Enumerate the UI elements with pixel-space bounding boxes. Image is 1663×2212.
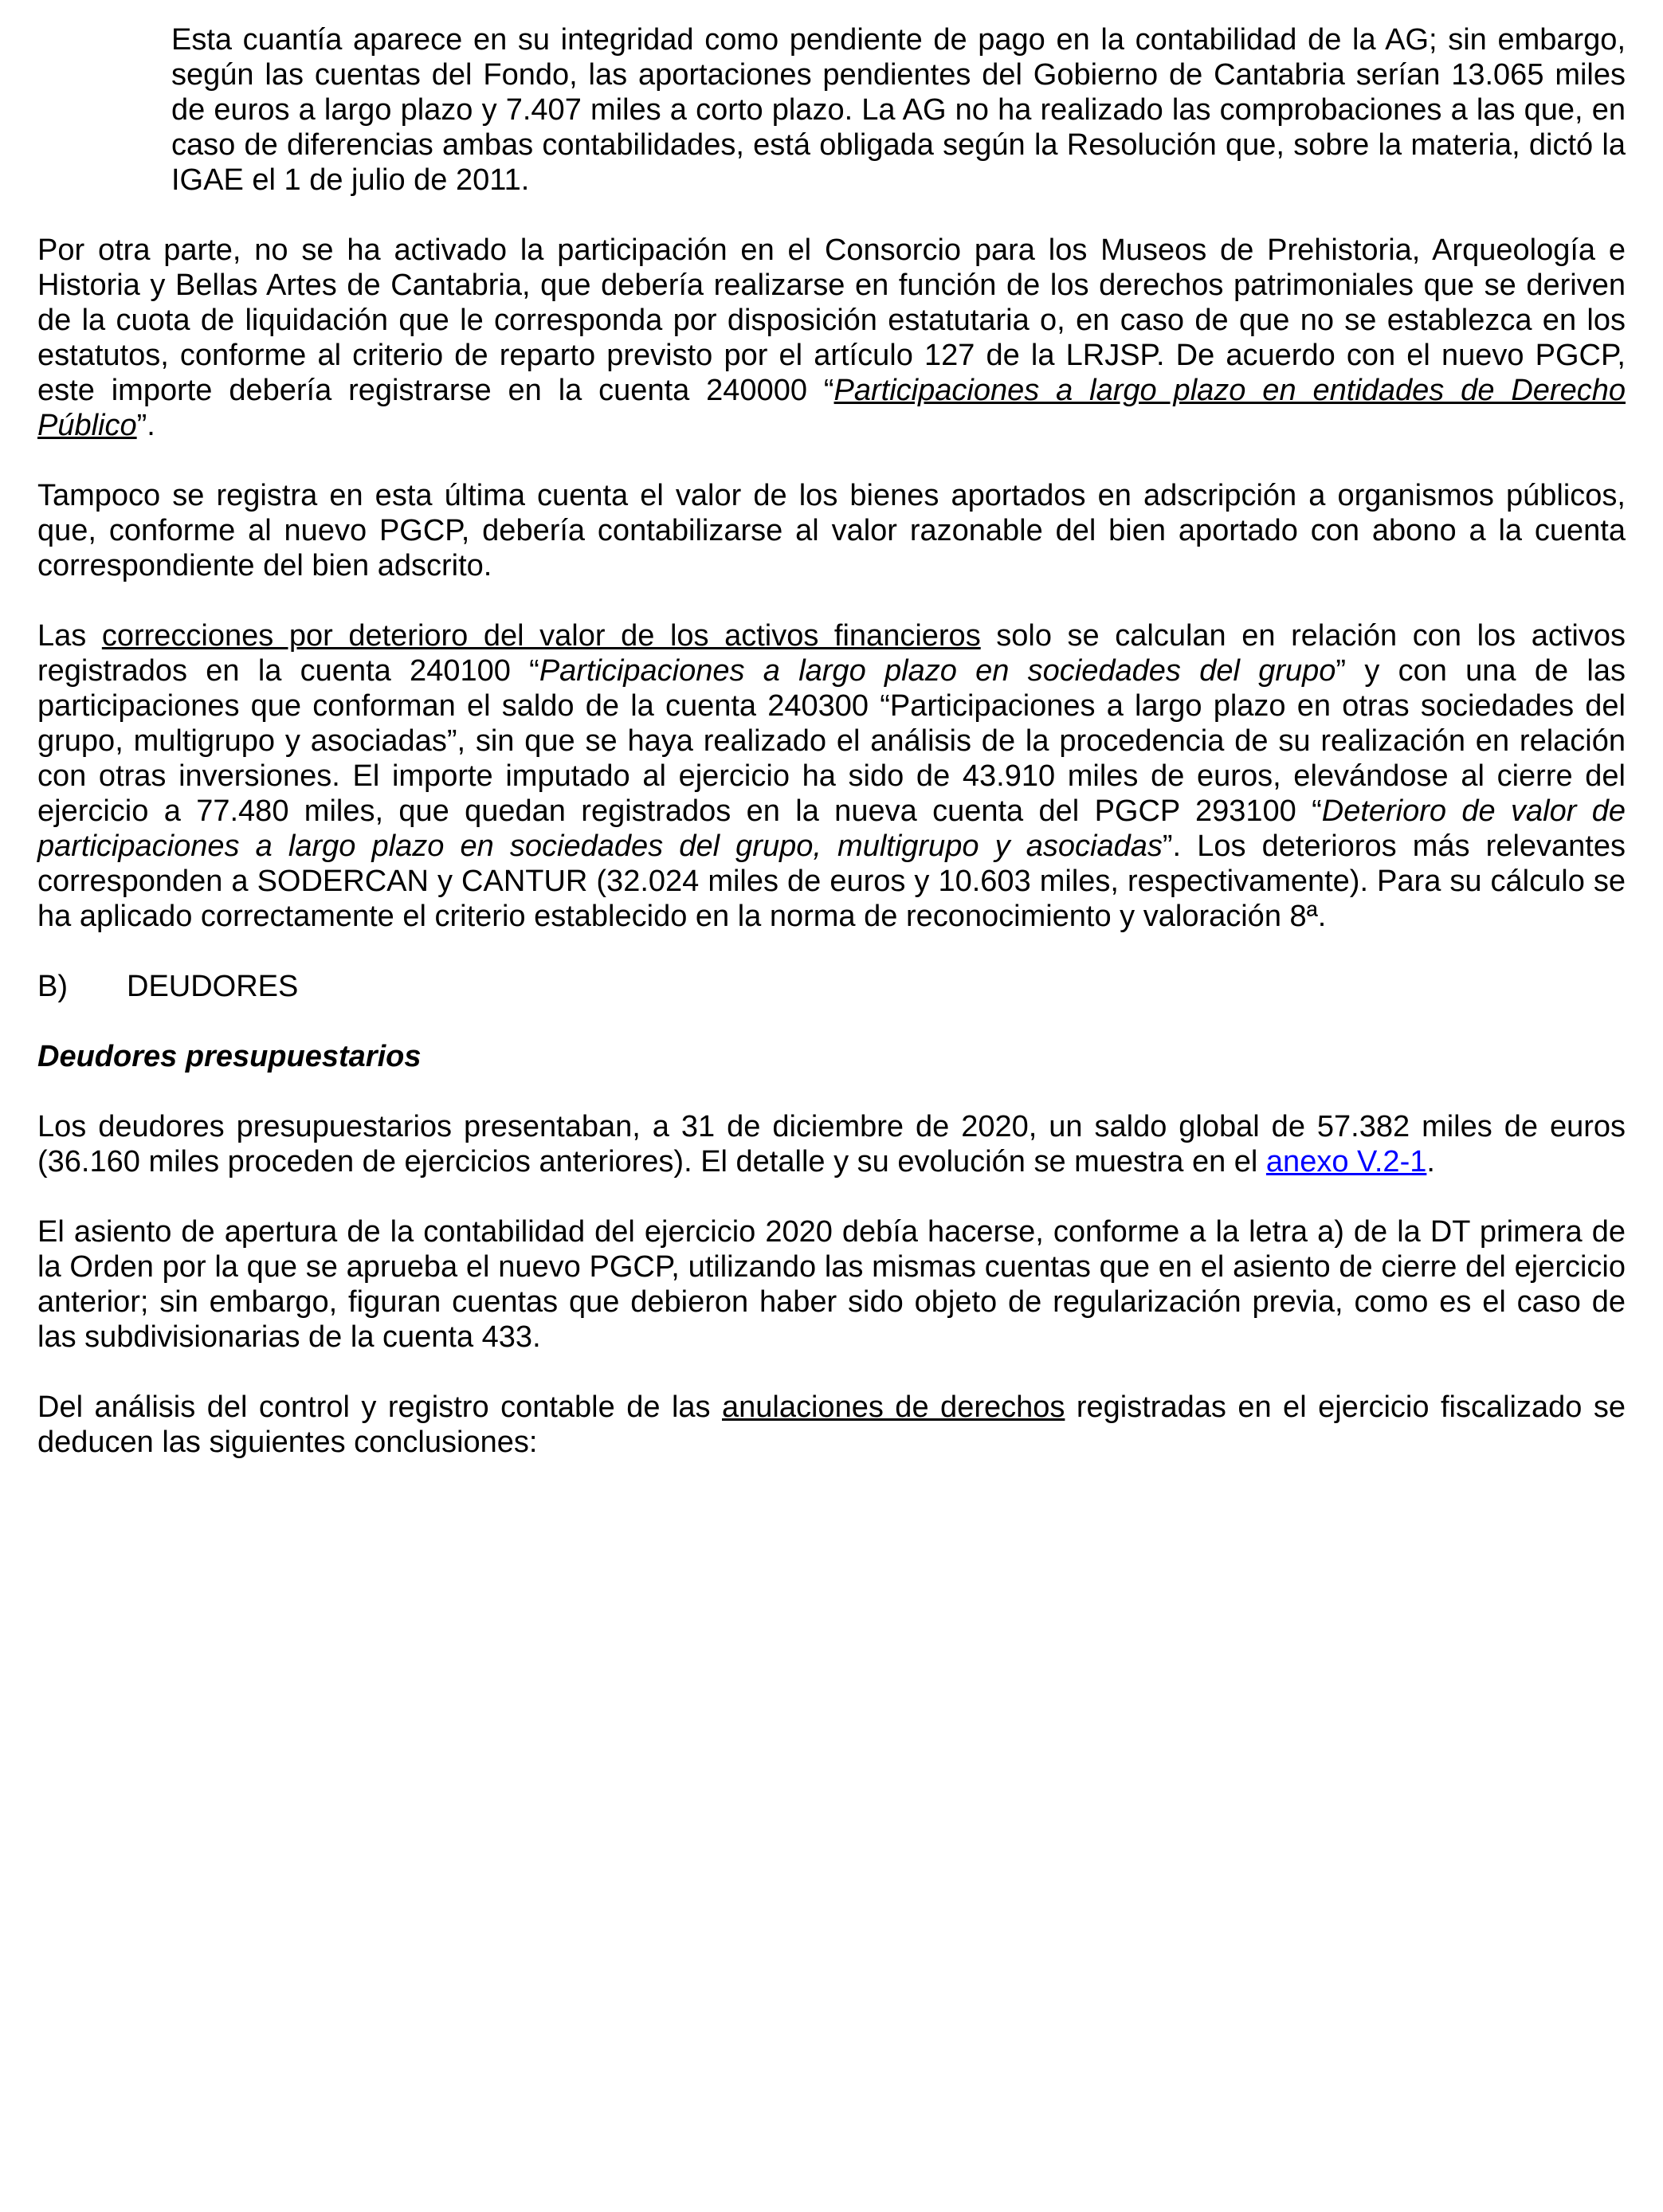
account-name-240000: Participaciones a largo plazo en entidades de Derecho Público bbox=[37, 374, 1626, 442]
underlined-term-correcciones: correcciones por deterioro del valor de los activos financieros bbox=[101, 619, 981, 653]
paragraph-text: Tampoco se registra en esta última cuenta el valor de los bienes aportados en adscripción a organismos públicos, que, conforme al nuevo PGCP, debería contabilizarse al valor razonable del bien aportado con abono a la cuenta correspondiente del bien adscrito. bbox=[37, 479, 1626, 582]
paragraph-asiento-apertura bbox=[37, 1214, 1626, 1355]
paragraph-bienes-adscripcion bbox=[37, 478, 1626, 583]
paragraph-saldo-deudores bbox=[37, 1109, 1626, 1179]
section-heading-deudores bbox=[37, 969, 1626, 1004]
paragraph-correcciones-deterioro bbox=[37, 618, 1626, 934]
account-name-293100: Deterioro de valor de participaciones a largo plazo en sociedades del grupo, multigrupo y asociadas bbox=[37, 794, 1626, 863]
paragraph-text: El asiento de apertura de la contabilidad del ejercicio 2020 debía hacerse, conforme a la letra a) de la DT primera de la Orden por la que se aprueba el nuevo PGCP, utilizando las mismas cuentas que en el asiento de cierre del ejercicio anterior; sin embargo, figuran cuentas que debieron haber sido objeto de regularización previa, como es el caso de las subdivisionarias de la cuenta 433. bbox=[37, 1215, 1626, 1354]
paragraph-text: Las bbox=[37, 619, 102, 653]
paragraph-consorcio-museos bbox=[37, 233, 1626, 443]
paragraph-text: . bbox=[1426, 1145, 1435, 1179]
paragraph-cuantia-pendiente bbox=[171, 22, 1626, 198]
paragraph-anulaciones-derechos bbox=[37, 1390, 1626, 1460]
paragraph-text: Esta cuantía aparece en su integridad como pendiente de pago en la contabilidad de la AG; sin embargo, según las cuentas del Fondo, las aportaciones pendientes del Gobierno de Cantabria serían 13.065 miles de euros a largo plazo y 7.407 miles a corto plazo. La AG no ha realizado las comprobaciones a las que, en caso de diferencias ambas contabilidades, está obligada según la Resolución que, sobre la materia, dictó la IGAE el 1 de julio de 2011. bbox=[171, 23, 1626, 197]
account-name-240100: Participaciones a largo plazo en sociedades del grupo bbox=[539, 654, 1336, 688]
paragraph-text: Los deudores presupuestarios presentaban, a 31 de diciembre de 2020, un saldo global de 57.382 miles de euros (36.160 miles proceden de ejercicios anteriores). El detalle y su evolución se muestra en el bbox=[37, 1110, 1626, 1179]
anexo-v2-1-link[interactable]: anexo V.2-1 bbox=[1265, 1145, 1427, 1179]
section-letter: B) bbox=[37, 970, 68, 1003]
paragraph-text: ”. bbox=[136, 409, 155, 442]
paragraph-text: solo se calculan en relación con los activos registrados en la cuenta 240100 “ bbox=[37, 619, 1626, 688]
section-title: DEUDORES bbox=[127, 970, 299, 1003]
paragraph-text: ”. Los deterioros más relevantes corresponden a SODERCAN y CANTUR (32.024 miles de euros y 10.603 miles, respectivamente). Para su cálculo se ha aplicado correctamente el criterio establecido en la norma de reconocimiento y valoración 8ª. bbox=[37, 830, 1626, 933]
subheading-deudores-presupuestarios: Deudores presupuestarios bbox=[37, 1040, 422, 1073]
paragraph-text: Por otra parte, no se ha activado la participación en el Consorcio para los Museos de Prehistoria, Arqueología e Historia y Bellas Artes de Cantabria, que debería realizarse en función de los derechos patrimoniales que se deriven de la cuota de liquidación que le corresponda por disposición estatutaria o, en caso de que no se establezca en los estatutos, conforme al criterio de reparto previsto por el artículo 127 de la LRJSP. De acuerdo con el nuevo PGCP, este importe debería registrarse en la cuenta 240000 “ bbox=[37, 233, 1626, 407]
paragraph-text: ” y con una de las participaciones que conforman el saldo de la cuenta 240300 “Participaciones a largo plazo en otras sociedades del grupo, multigrupo y asociadas”, sin que se haya realizado el análisis de la procedencia de su realización en relación con otras inversiones. El importe imputado al ejercicio ha sido de 43.910 miles de euros, elevándose al cierre del ejercicio a 77.480 miles, que quedan registrados en la nueva cuenta del PGCP 293100 “ bbox=[37, 654, 1626, 828]
underlined-term-anulaciones: anulaciones de derechos bbox=[722, 1390, 1065, 1424]
paragraph-text: registradas en el ejercicio fiscalizado se deducen las siguientes conclusiones: bbox=[37, 1390, 1626, 1459]
paragraph-text: Del análisis del control y registro contable de las bbox=[37, 1390, 723, 1424]
